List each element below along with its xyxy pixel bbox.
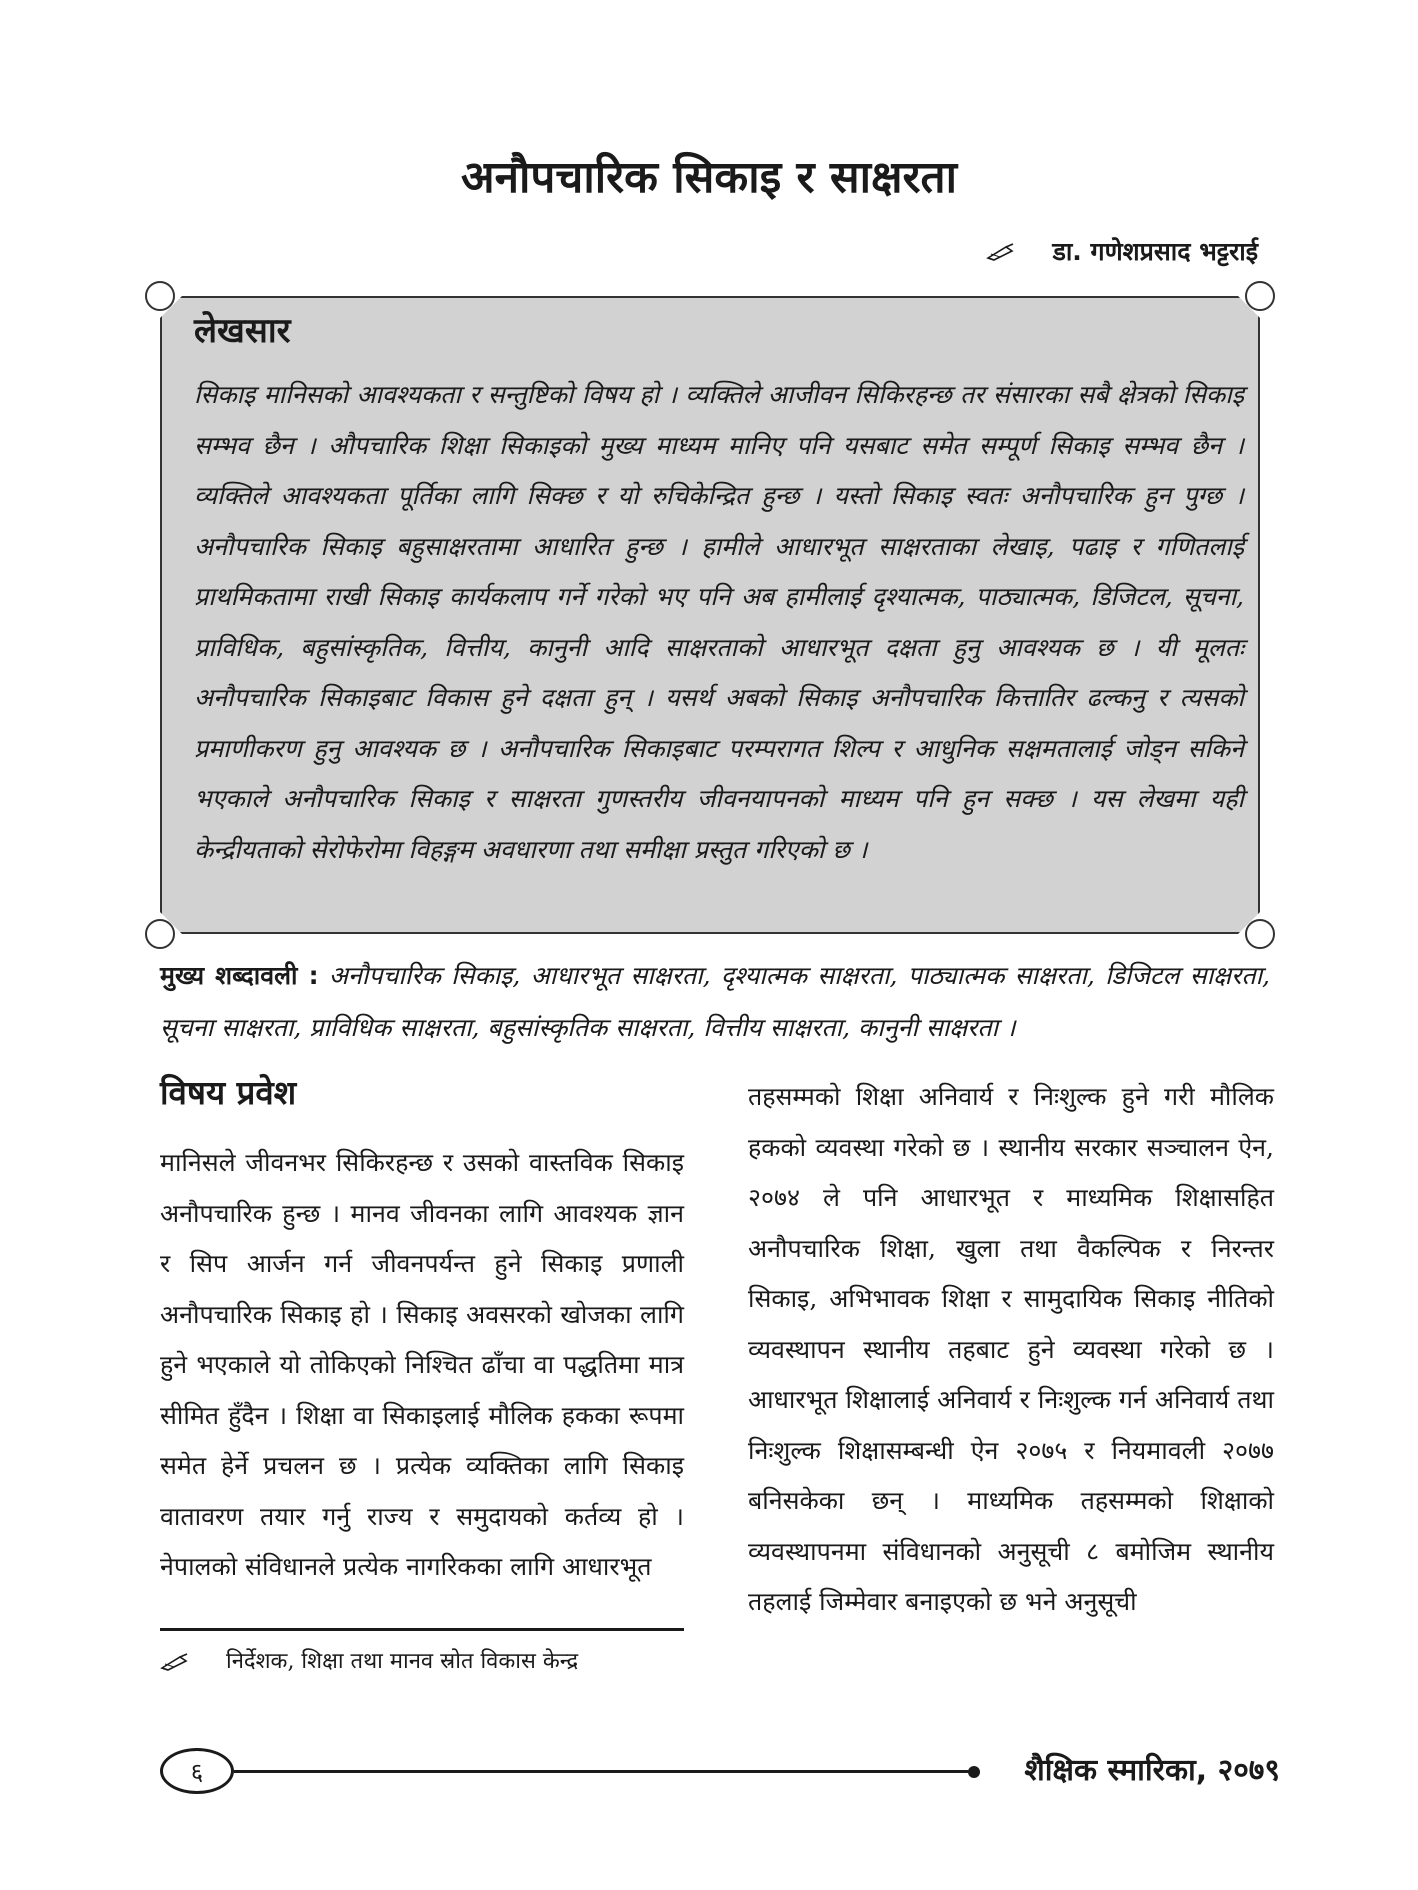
keywords-label: मुख्य शब्दावली : <box>160 961 319 990</box>
article-title: अनौपचारिक सिकाइ र साक्षरता <box>461 152 957 203</box>
abstract-text: सिकाइ मानिसको आवश्यकता र सन्तुष्टिको विषय हो । व्यक्तिले आजीवन सिकिरहन्छ तर संसारका सबै क्षेत्रको सिकाइ सम्भव छैन । औपचारिक शिक्षा सिकाइको मुख्य माध्यम मानिए पनि यसबाट समेत सम्पूर्ण सिकाइ सम्भव छैन । व्यक्तिले आवश्यकता पूर्तिका लागि सिक्छ र यो रुचिकेन्द्रित हुन्छ । यस्तो सिकाइ स्वतः अनौपचारिक हुन पुग्छ । अनौपचारिक सिकाइ बहुसाक्षरतामा आधारित हुन्छ । हामीले आधारभूत साक्षरताका लेखाइ, पढाइ र गणितलाई प्राथमिकतामा राखी सिकाइ कार्यकलाप गर्ने गरेको भए पनि अब हामीलाई दृश्यात्मक, पाठ्यात्मक, डिजिटल, सूचना, प्राविधिक, बहुसांस्कृतिक, वित्तीय, कानुनी आदि साक्षरताको आधारभूत दक्षता हुनु आवश्यक छ । यी मूलतः अनौपचारिक सिकाइबाट विकास हुने दक्षता हुन् । यसर्थ अबको सिकाइ अनौपचारिक कित्तातिर ढल्कनु र त्यसको प्रमाणीकरण हुनु आवश्यक छ । अनौपचारिक सिकाइबाट परम्परागत शिल्प र आधुनिक सक्षमतालाई जोड्न सकिने भएकाले अनौपचारिक सिकाइ र साक्षरता गुणस्तरीय जीवनयापनको माध्यम पनि हुन सक्छ । यस लेखमा यही केन्द्रीयताको सेरोफेरोमा विहङ्गम अवधारणा तथा समीक्षा प्रस्तुत गरिएको छ । <box>194 380 1244 864</box>
abstract-corner-bottom-left <box>145 919 175 949</box>
page-number-text: ६ <box>190 1757 204 1786</box>
section-heading: विषय प्रवेश <box>160 1073 297 1112</box>
pen-icon <box>160 1653 190 1671</box>
page-number <box>160 1748 234 1794</box>
footnote-text: निर्देशक, शिक्षा तथा मानव स्रोत विकास केन्द्र <box>226 1649 579 1674</box>
author-line <box>986 232 1258 272</box>
author-name: डा. गणेशप्रसाद भट्टराई <box>1052 237 1258 266</box>
pen-icon <box>986 243 1016 261</box>
abstract-heading: लेखसार <box>194 311 291 351</box>
abstract-corner-top-left <box>145 281 175 311</box>
body-column-right: तहसम्मको शिक्षा अनिवार्य र निःशुल्क हुने गरी मौलिक हकको व्यवस्था गरेको छ । स्थानीय सरकार सञ्चालन ऐन, २०७४ ले पनि आधारभूत र माध्यमिक शिक्षासहित अनौपचारिक शिक्षा, खुला तथा वैकल्पिक र निरन्तर सिकाइ, अभिभावक शिक्षा र सामुदायिक सिकाइ नीतिको व्यवस्थापन स्थानीय तहबाट हुने व्यवस्था गरेको छ । आधारभूत शिक्षालाई अनिवार्य र निःशुल्क गर्न अनिवार्य तथा निःशुल्क शिक्षासम्बन्धी ऐन २०७५ र नियमावली २०७७ बनिसकेका छन् । माध्यमिक तहसम्मको शिक्षाको व्यवस्थापनमा संविधानको अनुसूची ८ बमोजिम स्थानीय तहलाई जिम्मेवार बनाइएको छ भने अनुसूची <box>748 1082 1274 1616</box>
keywords-list: अनौपचारिक सिकाइ, आधारभूत साक्षरता, दृश्यात्मक साक्षरता, पाठ्यात्मक साक्षरता, डिजिटल साक्षरता, सूचना साक्षरता, प्राविधिक साक्षरता, बहुसांस्कृतिक साक्षरता, वित्तीय साक्षरता, कानुनी साक्षरता । <box>160 961 1271 1042</box>
footnote-divider <box>160 1628 684 1631</box>
keywords <box>160 950 1270 1054</box>
abstract-corner-top-right <box>1245 281 1275 311</box>
footer-dot <box>968 1766 980 1778</box>
footer-divider <box>234 1770 974 1773</box>
body-column-left: मानिसले जीवनभर सिकिरहन्छ र उसको वास्तविक सिकाइ अनौपचारिक हुन्छ । मानव जीवनका लागि आवश्यक ज्ञान र सिप आर्जन गर्न जीवनपर्यन्त हुने सिकाइ प्रणाली अनौपचारिक सिकाइ हो । सिकाइ अवसरको खोजका लागि हुने भएकाले यो तोकिएको निश्चित ढाँचा वा पद्धतिमा मात्र सीमित हुँदैन । शिक्षा वा सिकाइलाई मौलिक हकका रूपमा समेत हेर्ने प्रचलन छ । प्रत्येक व्यक्तिका लागि सिकाइ वातावरण तयार गर्नु राज्य र समुदायको कर्तव्य हो । नेपालको संविधानले प्रत्येक नागरिकका लागि आधारभूत <box>160 1148 684 1581</box>
abstract-corner-bottom-right <box>1245 919 1275 949</box>
publication-title: शैक्षिक स्मारिका, २०७९ <box>1024 1753 1280 1788</box>
footnote <box>160 1644 684 1680</box>
